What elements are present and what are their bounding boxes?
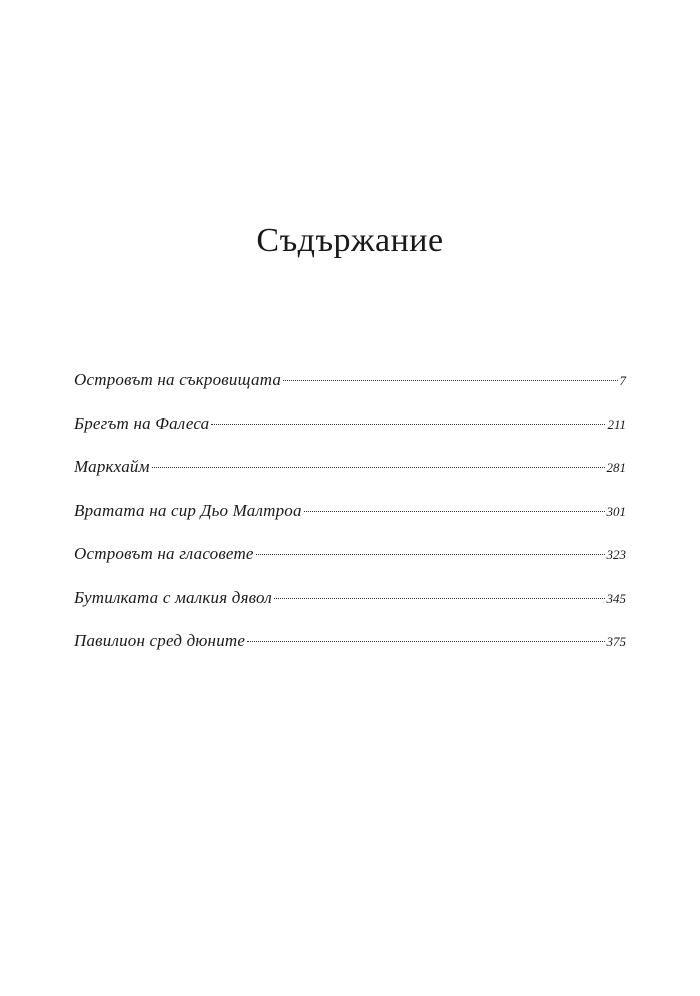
toc-entry-page-number: 375 [606, 634, 626, 649]
page-title: Съдържание [256, 222, 444, 259]
dot-leader [274, 598, 605, 599]
toc-entry-title: Павилион сред дюните [74, 631, 246, 650]
toc-entry-title: Островът на съкровищата [74, 370, 282, 389]
toc-entry-page-number: 323 [606, 547, 626, 562]
toc-entry [74, 457, 626, 501]
toc-entry [74, 588, 626, 632]
toc-entry-title: Маркхайм [74, 457, 150, 476]
toc-entry [74, 370, 626, 414]
dot-leader [247, 641, 604, 642]
toc-entry [74, 414, 626, 458]
toc-entry-title: Островът на гласовете [74, 544, 254, 563]
toc-entry-title: Брегът на Фалеса [74, 413, 210, 433]
dot-leader [283, 380, 617, 381]
toc-entry-title: Вратата на сир Дьо Малтроа [74, 500, 302, 520]
toc-entry [74, 544, 626, 588]
toc-entry [74, 501, 626, 545]
table-of-contents [74, 370, 626, 675]
dot-leader [152, 467, 605, 468]
toc-entry-page-number: 211 [607, 416, 626, 432]
toc-entry-page-number: 345 [606, 590, 626, 606]
toc-entry [74, 631, 626, 675]
dot-leader [211, 424, 605, 425]
toc-entry-page-number: 281 [606, 460, 626, 475]
toc-entry-page-number: 7 [619, 373, 626, 388]
dot-leader [256, 554, 605, 555]
toc-entry-title: Бутилката с малкия дявол [74, 587, 272, 607]
dot-leader [304, 511, 605, 512]
toc-entry-page-number: 301 [606, 503, 626, 519]
